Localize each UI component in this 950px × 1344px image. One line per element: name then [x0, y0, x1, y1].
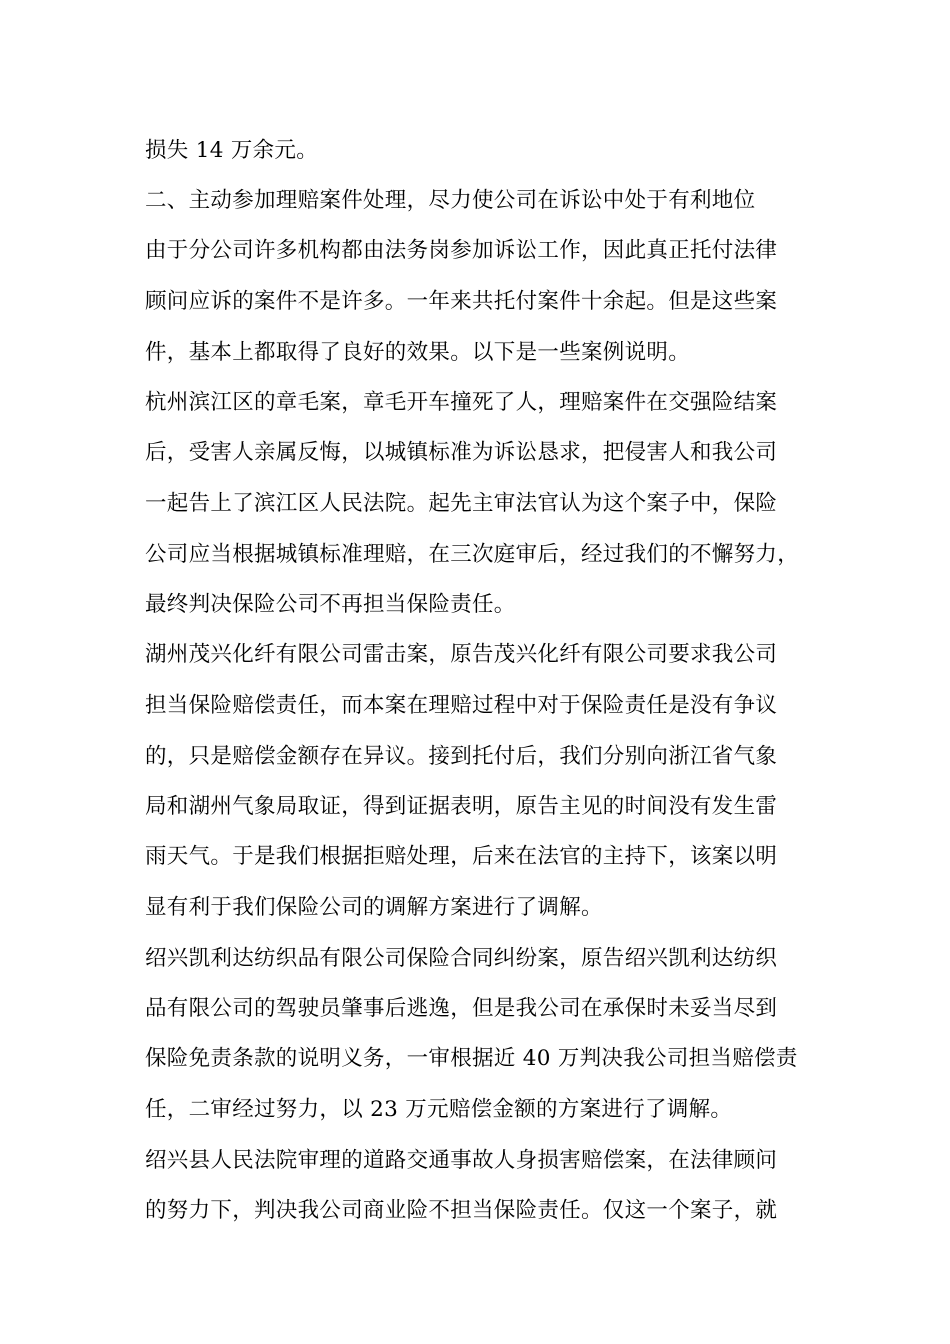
text-line: 公司应当根据城镇标准理赔，在三次庭审后，经过我们的不懈努力， [145, 542, 800, 567]
text-line: 的，只是赔偿金额存在异议。接到托付后，我们分别向浙江省气象 [145, 744, 778, 769]
text-line: 由于分公司许多机构都由法务岗参加诉讼工作，因此真正托付法律 [145, 238, 778, 263]
section-heading: 二、主动参加理赔案件处理，尽力使公司在诉讼中处于有利地位 [145, 188, 756, 213]
text-line: 湖州茂兴化纤有限公司雷击案，原告茂兴化纤有限公司要求我公司 [145, 642, 778, 667]
text-line: 一起告上了滨江区人民法院。起先主审法官认为这个案子中，保险 [145, 491, 778, 516]
text-line: 最终判决保险公司不再担当保险责任。 [145, 592, 516, 617]
text-line: 品有限公司的驾驶员肇事后逃逸，但是我公司在承保时未妥当尽到 [145, 996, 778, 1021]
text-line: 绍兴县人民法院审理的道路交通事故人身损害赔偿案，在法律顾问 [145, 1148, 778, 1173]
text-line: 雨天气。于是我们根据拒赔处理，后来在法官的主持下，该案以明 [145, 844, 778, 869]
text-line: 杭州滨江区的章毛案，章毛开车撞死了人，理赔案件在交强险结案 [145, 390, 778, 415]
text-line: 顾问应诉的案件不是许多。一年来共托付案件十余起。但是这些案 [145, 289, 778, 314]
text-line: 保险免责条款的说明义务，一审根据近 40 万判决我公司担当赔偿责 [145, 1046, 798, 1071]
text-line: 件，基本上都取得了良好的效果。以下是一些案例说明。 [145, 340, 691, 365]
text-line: 任，二审经过努力，以 23 万元赔偿金额的方案进行了调解。 [145, 1097, 733, 1122]
text-line: 后，受害人亲属反悔，以城镇标准为诉讼恳求，把侵害人和我公司 [145, 440, 778, 465]
text-line: 绍兴凯利达纺织品有限公司保险合同纠纷案，原告绍兴凯利达纺织 [145, 946, 778, 971]
text-line: 损失 14 万余元。 [145, 138, 319, 163]
text-line: 局和湖州气象局取证，得到证据表明，原告主见的时间没有发生雷 [145, 794, 778, 819]
text-line: 的努力下，判决我公司商业险不担当保险责任。仅这一个案子，就 [145, 1198, 778, 1223]
text-line: 显有利于我们保险公司的调解方案进行了调解。 [145, 895, 603, 920]
text-line: 担当保险赔偿责任，而本案在理赔过程中对于保险责任是没有争议 [145, 693, 778, 718]
